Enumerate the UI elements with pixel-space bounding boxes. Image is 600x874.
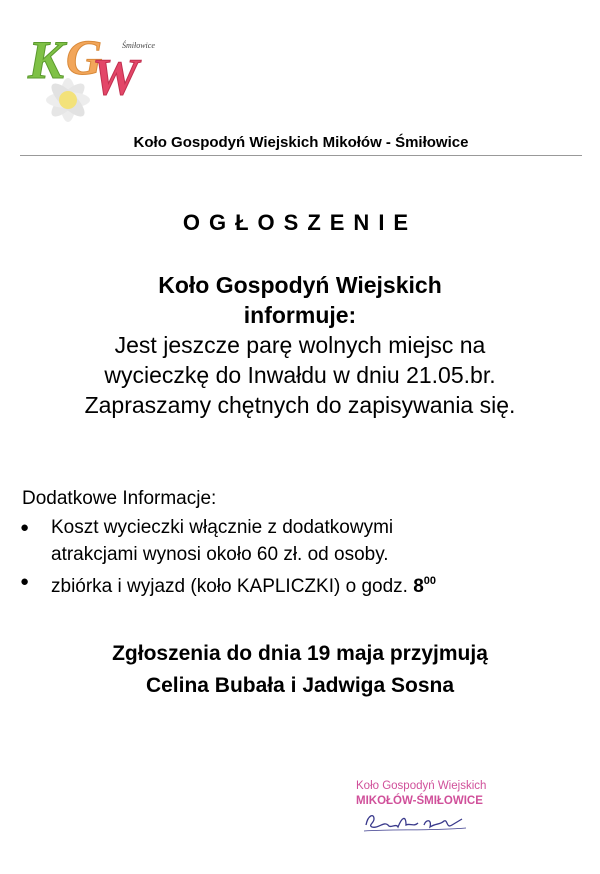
intro-line-4: wycieczkę do Inwałdu w dniu 21.05.br.	[104, 362, 496, 388]
cost-line-1: Koszt wycieczki włącznie z dodatkowymi	[51, 517, 394, 538]
deadline-line-2: Celina Bubała i Jadwiga Sosna	[145, 674, 455, 697]
kgw-logo	[26, 14, 156, 126]
logo-letter-g: G	[66, 29, 103, 85]
signature-stroke	[366, 816, 462, 828]
additional-info-list	[20, 514, 590, 600]
cost-line-2: atrakcjami wynosi około 60 zł. od osoby.	[51, 544, 389, 565]
logo-small-text: Śmiłowice	[122, 41, 155, 50]
registration-deadline	[0, 638, 600, 702]
intro-line-2: informuje:	[243, 302, 357, 328]
list-item-text	[51, 568, 590, 600]
organization-stamp	[356, 779, 486, 809]
intro-text	[0, 270, 600, 420]
additional-info-title: Dodatkowe Informacje:	[22, 488, 217, 509]
list-item-text	[51, 514, 590, 568]
intro-line-3: Jest jeszcze parę wolnych miejsc na	[114, 332, 486, 358]
stamp-line-2: MIKOŁÓW-ŚMIŁOWICE	[356, 795, 483, 807]
logo-letter-k: K	[28, 30, 65, 90]
meeting-text: zbiórka i wyjazd (koło KAPLICZKI) o godz.	[51, 576, 408, 597]
list-item	[20, 514, 590, 568]
bullet-icon: ●	[20, 519, 30, 536]
announcement-heading: OGŁOSZENIE	[182, 210, 418, 235]
intro-line-1: Koło Gospodyń Wiejskich	[158, 272, 442, 298]
signature	[362, 807, 472, 837]
signature-underline	[364, 828, 466, 831]
meeting-minutes: 00	[423, 575, 437, 587]
deadline-line-1: Zgłoszenia do dnia 19 maja przyjmują	[112, 642, 488, 665]
stamp-line-1: Koło Gospodyń Wiejskich	[356, 780, 487, 792]
logo-letter-w: W	[92, 49, 139, 106]
intro-line-5: Zapraszamy chętnych do zapisywania się.	[84, 392, 516, 418]
list-item	[20, 568, 590, 600]
bullet-icon: ●	[20, 573, 30, 590]
organization-header: Koło Gospodyń Wiejskich Mikołów - Śmiłowice	[20, 134, 582, 156]
meeting-hour: 8	[413, 576, 424, 597]
